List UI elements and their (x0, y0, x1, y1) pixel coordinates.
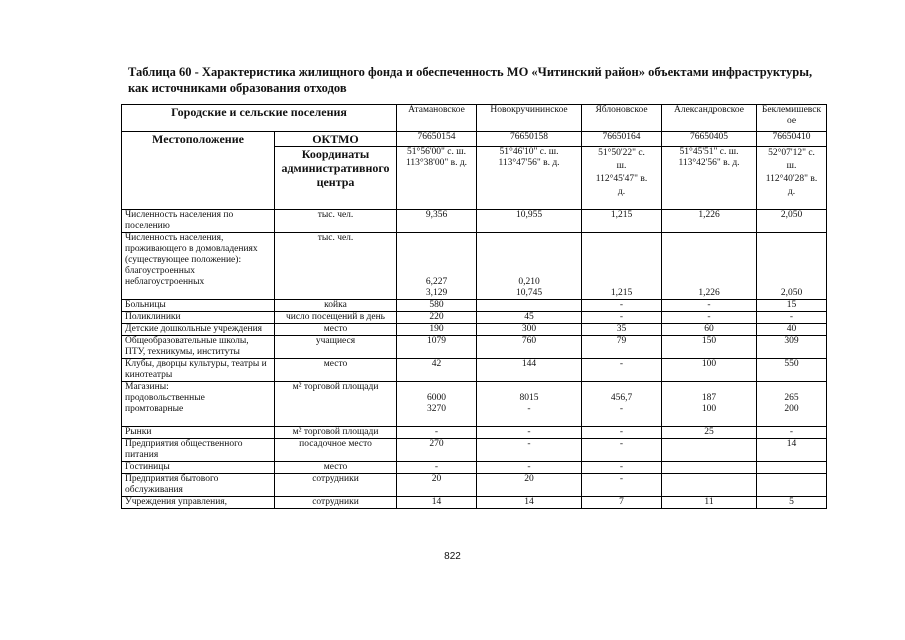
row-label: Численность населения, проживающего в домовладениях (существующее положение): благоустроенных неблагоустроенных (122, 233, 275, 300)
table-cell: 550 (757, 359, 827, 382)
row-label: Предприятия бытового обслуживания (122, 474, 275, 497)
row-label: Детские дошкольные учреждения (122, 324, 275, 336)
table-cell: 6,227 3,129 (397, 233, 477, 300)
coords-cell: 51°50'22" с. ш. 112°45'47" в. д. (582, 147, 662, 210)
infrastructure-table (121, 104, 827, 509)
table-cell: 456,7 - (582, 382, 662, 427)
table-row (122, 336, 827, 359)
table-cell: - (662, 312, 757, 324)
row-unit: место (275, 324, 397, 336)
row-label: Численность населения по поселению (122, 210, 275, 233)
table-cell: - (477, 427, 582, 439)
table-cell (662, 474, 757, 497)
table-cell (477, 300, 582, 312)
table-cell: 150 (662, 336, 757, 359)
column-header: Атамановское (397, 105, 477, 132)
table-row (122, 359, 827, 382)
column-header: Яблоновское (582, 105, 662, 132)
row-label: Общеобразовательные школы, ПТУ, техникумы, институты (122, 336, 275, 359)
table-cell: - (582, 312, 662, 324)
row-unit: учащиеся (275, 336, 397, 359)
row-unit: койка (275, 300, 397, 312)
table-cell: 760 (477, 336, 582, 359)
table-cell: 1,226 (662, 233, 757, 300)
row-unit: сотрудники (275, 497, 397, 509)
row-label: Поликлиники (122, 312, 275, 324)
location-header: Местоположение (122, 132, 275, 210)
row-label: Учреждения управления, (122, 497, 275, 509)
row-unit: тыс. чел. (275, 233, 397, 300)
table-row (122, 233, 827, 300)
row-label: Клубы, дворцы культуры, театры и кинотеатры (122, 359, 275, 382)
row-unit: м² торговой площади (275, 427, 397, 439)
table-cell: - (662, 300, 757, 312)
table-cell: 265 200 (757, 382, 827, 427)
table-row (122, 462, 827, 474)
column-header: Новокручининское (477, 105, 582, 132)
table-cell: 42 (397, 359, 477, 382)
table-cell: 79 (582, 336, 662, 359)
table-cell: - (582, 474, 662, 497)
oktmo-code: 76650164 (582, 132, 662, 147)
table-cell: 25 (662, 427, 757, 439)
row-unit: число посещений в день (275, 312, 397, 324)
row-label: Предприятия общественного питания (122, 439, 275, 462)
oktmo-code: 76650158 (477, 132, 582, 147)
table-row (122, 474, 827, 497)
table-cell: 11 (662, 497, 757, 509)
table-cell: 7 (582, 497, 662, 509)
table-title: Таблица 60 - Характеристика жилищного фонда и обеспеченность МО «Читинский район» объектами инфраструктуры, как источниками образования отходов (128, 65, 813, 95)
coords-cell: 51°46'10" с. ш. 113°47'56" в. д. (477, 147, 582, 210)
coords-header: Координаты административного центра (275, 147, 397, 210)
table-row (122, 324, 827, 336)
table-cell: 1,215 (582, 233, 662, 300)
column-header: Беклемишевское (757, 105, 827, 132)
table-cell (757, 474, 827, 497)
table-row (122, 427, 827, 439)
table-row (122, 382, 827, 427)
row-label: Больницы (122, 300, 275, 312)
page-number: 822 (444, 551, 461, 562)
table-cell: 14 (477, 497, 582, 509)
table-row (122, 439, 827, 462)
table-cell: - (757, 427, 827, 439)
table-cell: 220 (397, 312, 477, 324)
oktmo-code: 76650405 (662, 132, 757, 147)
table-row (122, 300, 827, 312)
table-cell: 35 (582, 324, 662, 336)
header-row-oktmo (122, 132, 827, 147)
oktmo-code: 76650410 (757, 132, 827, 147)
table-cell: 580 (397, 300, 477, 312)
row-unit: место (275, 462, 397, 474)
table-row (122, 497, 827, 509)
table-cell: 60 (662, 324, 757, 336)
table-cell: 144 (477, 359, 582, 382)
table-cell: - (397, 462, 477, 474)
row-unit: место (275, 359, 397, 382)
oktmo-header: ОКТМО (275, 132, 397, 147)
oktmo-code: 76650154 (397, 132, 477, 147)
table-cell: 309 (757, 336, 827, 359)
row-label: Гостиницы (122, 462, 275, 474)
table-cell: 2,050 (757, 210, 827, 233)
table-cell: - (477, 439, 582, 462)
table-cell: 45 (477, 312, 582, 324)
table-cell: - (582, 359, 662, 382)
table-cell: - (582, 439, 662, 462)
table-cell: - (582, 300, 662, 312)
table-cell: 5 (757, 497, 827, 509)
table-cell: 187 100 (662, 382, 757, 427)
table-cell: 40 (757, 324, 827, 336)
row-unit: тыс. чел. (275, 210, 397, 233)
table-cell: 20 (397, 474, 477, 497)
coords-cell: 51°45'51" с. ш. 113°42'56" в. д. (662, 147, 757, 210)
row-unit: м² торговой площади (275, 382, 397, 427)
row-label: Рынки (122, 427, 275, 439)
table-cell (662, 462, 757, 474)
column-header: Александровское (662, 105, 757, 132)
table-cell: 8015 - (477, 382, 582, 427)
table-cell: 190 (397, 324, 477, 336)
row-label: Магазины: продовольственные промтоварные (122, 382, 275, 427)
table-cell: 6000 3270 (397, 382, 477, 427)
table-cell: 0,210 10,745 (477, 233, 582, 300)
table-cell: 2,050 (757, 233, 827, 300)
table-cell: 20 (477, 474, 582, 497)
table-cell: 300 (477, 324, 582, 336)
table-cell: - (477, 462, 582, 474)
table-cell: 100 (662, 359, 757, 382)
table-cell: - (397, 427, 477, 439)
table-cell: - (582, 427, 662, 439)
row-unit: посадочное место (275, 439, 397, 462)
table-cell: - (757, 312, 827, 324)
table-cell (662, 439, 757, 462)
settlements-header: Городские и сельские поселения (122, 105, 397, 132)
table-cell: 10,955 (477, 210, 582, 233)
table-cell: 1,215 (582, 210, 662, 233)
table-cell (757, 462, 827, 474)
coords-cell: 51°56'00" с. ш. 113°38'00" в. д. (397, 147, 477, 210)
row-unit: сотрудники (275, 474, 397, 497)
table-cell: 270 (397, 439, 477, 462)
table-cell: 15 (757, 300, 827, 312)
table-cell: - (582, 462, 662, 474)
table-cell: 1079 (397, 336, 477, 359)
header-row-settlements (122, 105, 827, 132)
table-cell: 9,356 (397, 210, 477, 233)
table-row (122, 312, 827, 324)
table-cell: 14 (757, 439, 827, 462)
coords-cell: 52°07'12" с. ш. 112°40'28" в. д. (757, 147, 827, 210)
table-row (122, 210, 827, 233)
table-cell: 14 (397, 497, 477, 509)
table-cell: 1,226 (662, 210, 757, 233)
